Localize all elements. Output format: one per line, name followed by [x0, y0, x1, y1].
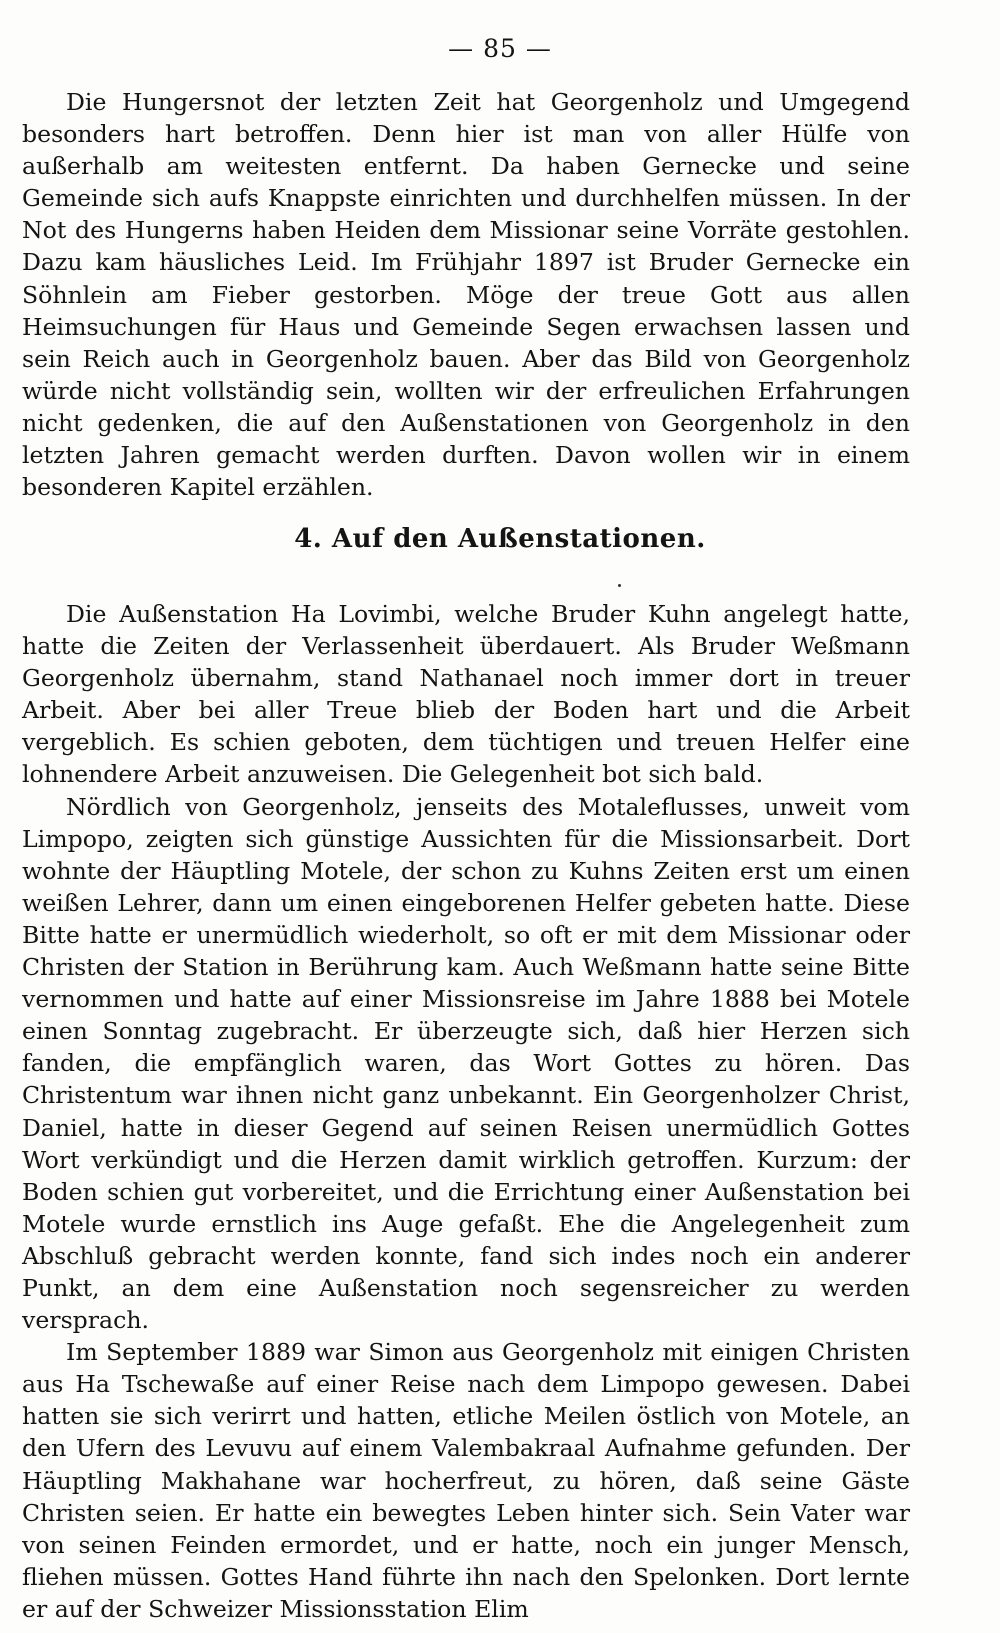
chapter-body — [22, 598, 910, 1625]
chapter-paragraph-3: Im September 1889 war Simon aus Georgenholz mit einigen Christen aus Ha Tschewaße auf einer Reise nach dem Limpopo gewesen. Dabei hatten sie sich verirrt und hatten, etliche Meilen östlich von Motele, an den Ufern des Levuvu auf einem Valembakraal Aufnahme gefunden. Der Häuptling Makhahane war hocherfreut, zu hören, daß seine Gäste Christen seien. Er hatte ein bewegtes Leben hinter sich. Sein Vater war von seinen Feinden ermordet, und er hatte, noch ein junger Mensch, fliehen müssen. Gottes Hand führte ihn nach den Spelonken. Dort lernte er auf der Schweizer Missionsstation Elim — [22, 1338, 910, 1623]
opening-paragraph: Die Hungersnot der letzten Zeit hat Georgenholz und Umgegend besonders hart betroffen. Denn hier ist man von aller Hülfe von außerhalb am weitesten entfernt. Da haben Gernecke und seine Gemeinde sich aufs Knappste einrichten und durchhelfen müssen. In der Not des Hungerns haben Heiden dem Missionar seine Vorräte gestohlen. Dazu kam häusliches Leid. Im Frühjahr 1897 ist Bruder Gernecke ein Söhnlein am Fieber gestorben. Möge der treue Gott aus allen Heimsuchungen für Haus und Gemeinde Segen erwachsen lassen und sein Reich auch in Georgenholz bauen. Aber das Bild von Georgenholz würde nicht vollständig sein, wollten wir der erfreulichen Erfahrungen nicht gedenken, die auf den Außenstationen von Georgenholz in den letzten Jahren gemacht werden durften. Davon wollen wir in einem besonderen Kapitel erzählen. — [22, 88, 910, 502]
print-speck — [618, 584, 621, 587]
page-number: — 85 — — [448, 34, 552, 63]
chapter-heading: 4. Auf den Außenstationen. — [294, 524, 706, 554]
chapter-paragraph-1: Die Außenstation Ha Lovimbi, welche Bruder Kuhn angelegt hatte, hatte die Zeiten der Verlassenheit überdauert. Als Bruder Weßmann Georgenholz übernahm, stand Nathanael noch immer dort in treuer Arbeit. Aber bei aller Treue blieb der Boden hart und die Arbeit vergeblich. Es schien geboten, dem tüchtigen und treuen Helfer eine lohnendere Arbeit anzuweisen. Die Gelegenheit bot sich bald. — [22, 600, 910, 789]
chapter-paragraph-2: Nördlich von Georgenholz, jenseits des Motaleflusses, unweit vom Limpopo, zeigten sich günstige Aussichten für die Missionsarbeit. Dort wohnte der Häuptling Motele, der schon zu Kuhns Zeiten erst um einen weißen Lehrer, dann um einen eingeborenen Helfer gebeten hatte. Diese Bitte hatte er unermüdlich wiederholt, so oft er mit dem Missionar oder Christen der Station in Berührung kam. Auch Weßmann hatte seine Bitte vernommen und hatte auf einer Missionsreise im Jahre 1888 bei Motele einen Sonntag zugebracht. Er überzeugte sich, daß hier Herzen sich fanden, die empfänglich waren, das Wort Gottes zu hören. Das Christentum war ihnen nicht ganz unbekannt. Ein Georgenholzer Christ, Daniel, hatte in dieser Gegend auf seinen Reisen unermüdlich Gottes Wort verkündigt und die Herzen damit wirklich getroffen. Kurzum: der Boden schien gut vorbereitet, und die Errichtung einer Außenstation bei Motele wurde ernstlich ins Auge gefaßt. Ehe die Angelegenheit zum Abschluß gebracht werden konnte, fand sich indes noch ein anderer Punkt, an dem eine Außenstation noch segensreicher zu werden versprach. — [22, 792, 910, 1335]
opening-text-block — [22, 86, 910, 503]
